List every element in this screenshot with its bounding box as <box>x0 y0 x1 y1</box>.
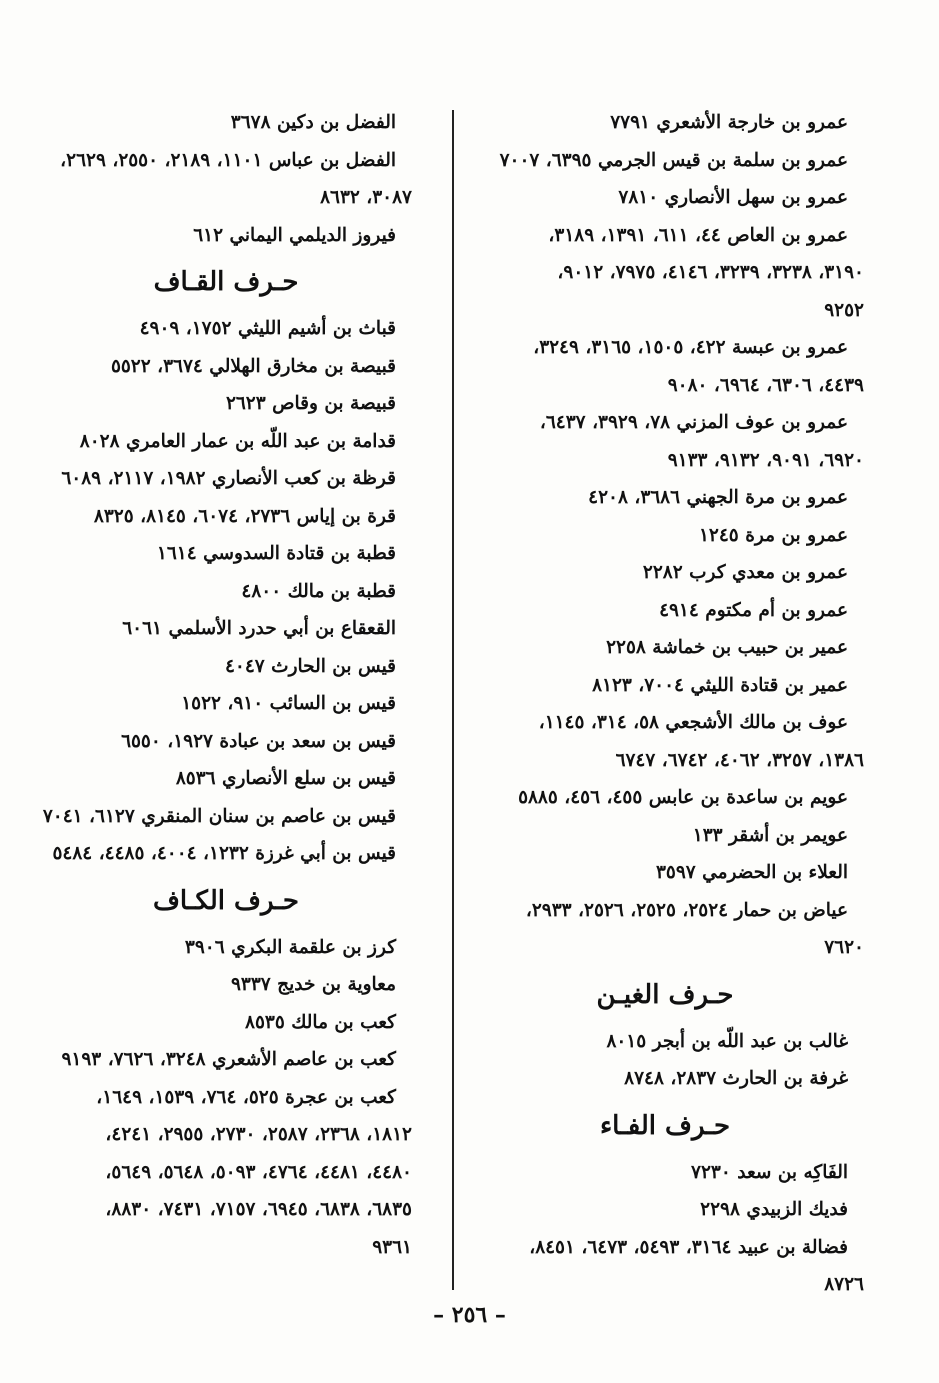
index-entry-continuation: ٧٦٢٠ <box>824 937 864 958</box>
index-entry: عمرو بن العاص ٤٤، ٦١١، ١٣٩١، ٣١٨٩، <box>548 224 848 246</box>
index-entry: عياض بن حمار ٢٥٢٤، ٢٥٢٥، ٢٥٢٦، ٢٩٣٣، <box>525 899 848 921</box>
index-entry: قيس بن أبي غرزة ١٢٣٢، ٤٠٠٤، ٤٤٨٥، ٥٤٨٤ <box>52 843 396 864</box>
index-entry: فيروز الديلمي اليماني ٦١٢ <box>193 224 396 246</box>
index-entry: قرة بن إياس ٢٧٣٦، ٦٠٧٤، ٨١٤٥، ٨٣٢٥ <box>93 505 396 527</box>
index-entry: عويمر بن أشقر ١٣٣ <box>692 824 848 846</box>
index-entry: عمرو بن أم مكتوم ٤٩١٤ <box>659 599 848 621</box>
index-entry: عمرو بن سلمة بن قيس الجرمي ٦٣٩٥، ٧٠٠٧ <box>499 149 848 171</box>
index-entry-continuation: ٩٢٥٢ <box>824 299 864 321</box>
index-entry: عمير بن حبيب بن خماشة ٢٢٥٨ <box>606 637 848 658</box>
index-entry: الفضل بن دكين ٣٦٧٨ <box>230 112 396 133</box>
index-entry: كعب بن عجرة ٥٢٥، ٧٦٤، ١٥٣٩، ١٦٤٩، <box>96 1086 396 1108</box>
index-entry: عويم بن ساعدة بن عابس ٤٥٥، ٤٥٦، ٥٨٨٥ <box>518 787 848 808</box>
index-entry: قيس بن الحارث ٤٠٤٧ <box>224 655 396 677</box>
index-entry-continuation: ٨٧٢٦ <box>824 1274 864 1295</box>
section-heading: حـرف الغيـن <box>596 979 734 1010</box>
index-entry: عمير بن قتادة الليثي ٧٠٠٤، ٨١٢٣ <box>592 674 848 696</box>
index-entry: فديك الزبيدي ٢٢٩٨ <box>700 1199 848 1220</box>
section-heading: حـرف الفـاء <box>599 1110 731 1141</box>
index-entry: قيس بن سلع الأنصاري ٨٥٣٦ <box>175 768 396 789</box>
index-entry: قيس بن سعد بن عبادة ١٩٢٧، ٦٥٥٠ <box>121 730 396 752</box>
index-entry: عمرو بن عبسة ٤٢٢، ١٥٠٥، ٣١٦٥، ٣٢٤٩، <box>533 337 848 358</box>
index-entry: قبيصة بن مخارق الهلالي ٣٦٧٤، ٥٥٢٢ <box>110 355 396 377</box>
index-entry: كرز بن علقمة البكري ٣٩٠٦ <box>184 936 396 958</box>
index-entry: عمرو بن خارجة الأشعري ٧٧٩١ <box>610 112 848 133</box>
index-entry: غرفة بن الحارث ٢٨٣٧، ٨٧٤٨ <box>624 1068 848 1089</box>
index-entry-continuation: ٦٩٢٠، ٩٠٩١، ٩١٣٢، ٩١٣٣ <box>667 449 864 471</box>
index-entry: قبيصة بن وقاص ٢٦٢٣ <box>225 393 396 414</box>
index-entry: قباث بن أشيم الليثي ١٧٥٢، ٤٩٠٩ <box>139 318 396 339</box>
right-column <box>466 104 864 1304</box>
index-entry-continuation: ٦٨٣٥، ٦٨٣٨، ٦٩٤٥، ٧١٥٧، ٧٤٣١، ٨٨٣٠، <box>105 1199 412 1220</box>
index-entry: عمرو بن عوف المزني ٧٨، ٣٩٢٩، ٦٤٣٧، <box>539 412 848 433</box>
column-divider <box>452 110 454 1290</box>
index-entry: قيس بن السائب ٩١٠، ١٥٢٢ <box>181 693 396 714</box>
index-entry-continuation: ٤٤٨٠، ٤٤٨١، ٤٧٦٤، ٥٠٩٣، ٥٦٤٨، ٥٦٤٩، <box>105 1161 412 1183</box>
index-entry-continuation: ٣١٩٠، ٣٢٣٨، ٣٢٣٩، ٤١٤٦، ٧٩٧٥، ٩٠١٢، <box>557 262 864 283</box>
index-entry: قطبة بن قتادة السدوسي ١٦١٤ <box>156 543 396 564</box>
index-entry: الفضل بن عباس ١١٠١، ٢١٨٩، ٢٥٥٠، ٢٦٢٩، <box>60 149 396 171</box>
index-entry: معاوية بن خديج ٩٣٣٧ <box>230 974 396 995</box>
index-entry: قيس بن عاصم بن سنان المنقري ٦١٢٧، ٧٠٤١ <box>42 805 396 827</box>
index-entry: العلاء بن الحضرمي ٣٥٩٧ <box>655 862 848 883</box>
section-heading: حـرف القـاف <box>153 267 299 297</box>
index-entry: كعب بن عاصم الأشعري ٣٢٤٨، ٧٦٢٦، ٩١٩٣ <box>61 1049 396 1070</box>
index-entry: قطبة بن مالك ٤٨٠٠ <box>241 580 396 602</box>
index-entry: كعب بن مالك ٨٥٣٥ <box>245 1011 396 1033</box>
index-entry: الفَاكِه بن سعد ٧٢٣٠ <box>691 1161 848 1183</box>
index-entry: عمرو بن مرة ١٢٤٥ <box>699 524 848 546</box>
index-entry-continuation: ٤٤٣٩، ٦٣٠٦، ٦٩٦٤، ٩٠٨٠ <box>667 374 864 396</box>
index-entry-continuation: ٣٠٨٧، ٨٦٣٢ <box>320 187 412 208</box>
index-entry: عمرو بن سهل الأنصاري ٧٨١٠ <box>618 187 848 208</box>
index-entry: عمرو بن مرة الجهني ٣٦٨٦، ٤٢٠٨ <box>588 487 848 508</box>
index-entry: قرظة بن كعب الأنصاري ١٩٨٢، ٢١١٧، ٦٠٨٩ <box>61 468 396 489</box>
index-entry: قدامة بن عبد اللّه بن عمار العامري ٨٠٢٨ <box>79 430 396 452</box>
index-entry: عمرو بن معدي كرب ٢٢٨٢ <box>642 562 848 583</box>
index-entry-continuation: ٩٣٦١ <box>372 1236 412 1258</box>
index-entry: فضالة بن عبيد ٣١٦٤، ٥٤٩٣، ٦٤٧٣، ٨٤٥١، <box>529 1236 848 1258</box>
section-heading: حـرف الكـاف <box>152 885 300 916</box>
index-entry-continuation: ١٣٨٦، ٣٢٥٧، ٤٠٦٢، ٦٧٤٢، ٦٧٤٧ <box>615 749 864 771</box>
page-number: – ٢٥٦ – <box>433 1302 506 1328</box>
left-column <box>40 104 412 1266</box>
index-entry: غالب بن عبد اللّه بن أبجر ٨٠١٥ <box>606 1030 848 1052</box>
index-entry: القعقاع بن أبي حدرد الأسلمي ٦٠٦١ <box>122 618 396 639</box>
index-entry: عوف بن مالك الأشجعي ٥٨، ٣١٤، ١١٤٥، <box>538 712 848 733</box>
index-entry-continuation: ١٨١٢، ٢٣٦٨، ٢٥٨٧، ٢٧٣٠، ٢٩٥٥، ٤٢٤١، <box>105 1124 412 1145</box>
